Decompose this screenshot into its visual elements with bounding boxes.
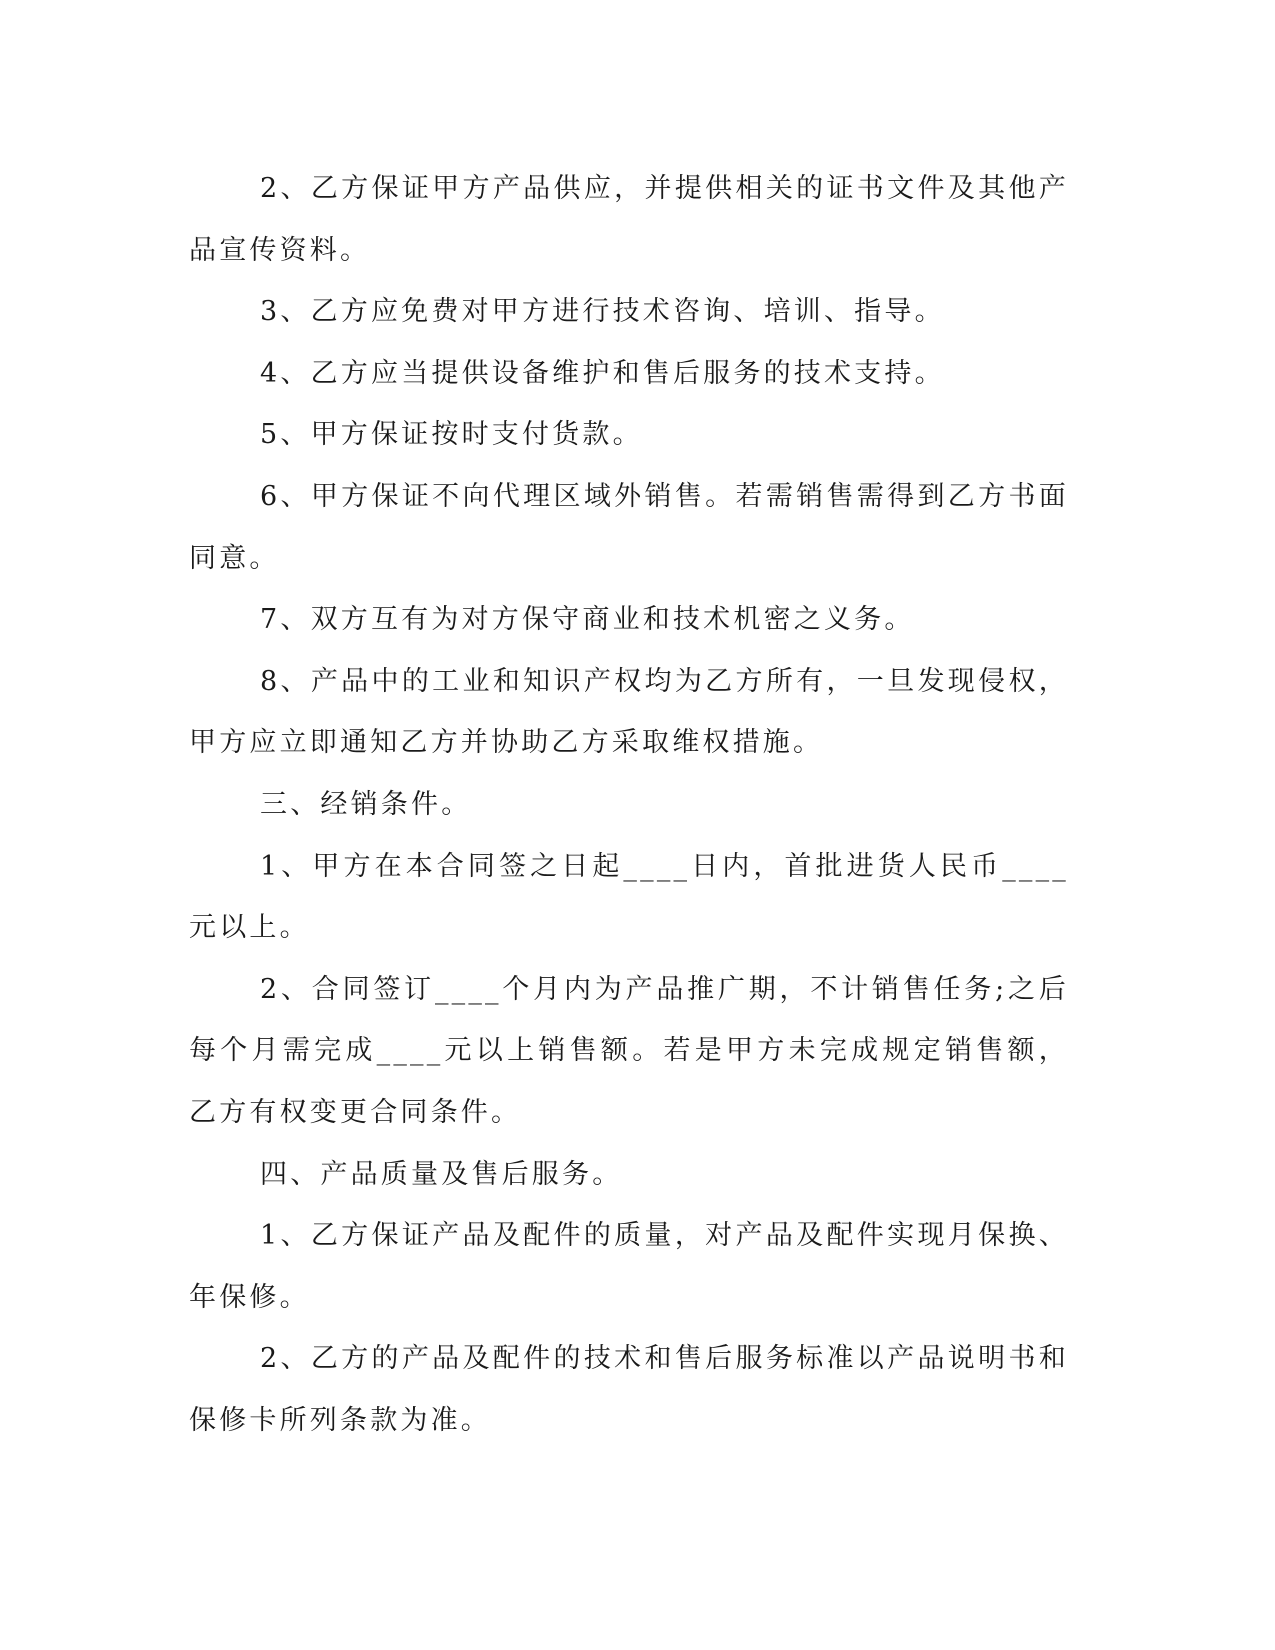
paragraph-confidentiality: 7、双方互有为对方保守商业和技术机密之义务。 [260,604,915,636]
paragraph-sales-region: 6、甲方保证不向代理区域外销售。若需销售需得到乙方书面同意。 [189,480,1069,574]
paragraph-promotion-period: 2、合同签订____个月内为产品推广期，不计销售任务;之后每个月需完成____元以上销售额。若是甲方未完成规定销售额，乙方有权变更合同条件。 [189,973,1069,1128]
paragraph-maintenance-support: 4、乙方应当提供设备维护和售后服务的技术支持。 [260,357,945,389]
paragraph-quality-guarantee: 1、乙方保证产品及配件的质量，对产品及配件实现月保换、年保修。 [189,1220,1069,1313]
section-heading-distribution-terms: 三、经销条件。 [260,788,472,820]
document-body [189,158,1069,1451]
paragraph-first-purchase: 1、甲方在本合同签之日起____日内，首批进货人民币____元以上。 [189,850,1069,944]
paragraph-service-standard: 2、乙方的产品及配件的技术和售后服务标准以产品说明书和保修卡所列条款为准。 [189,1343,1069,1436]
paragraph-supply-guarantee: 2、乙方保证甲方产品供应，并提供相关的证书文件及其他产品宣传资料。 [189,173,1069,266]
section-heading-quality-service: 四、产品质量及售后服务。 [260,1158,623,1190]
paragraph-technical-consulting: 3、乙方应免费对甲方进行技术咨询、培训、指导。 [260,296,945,328]
paragraph-intellectual-property: 8、产品中的工业和知识产权均为乙方所有，一旦发现侵权，甲方应立即通知乙方并协助乙方采取维权措施。 [189,665,1069,759]
paragraph-payment: 5、甲方保证按时支付货款。 [260,419,643,451]
